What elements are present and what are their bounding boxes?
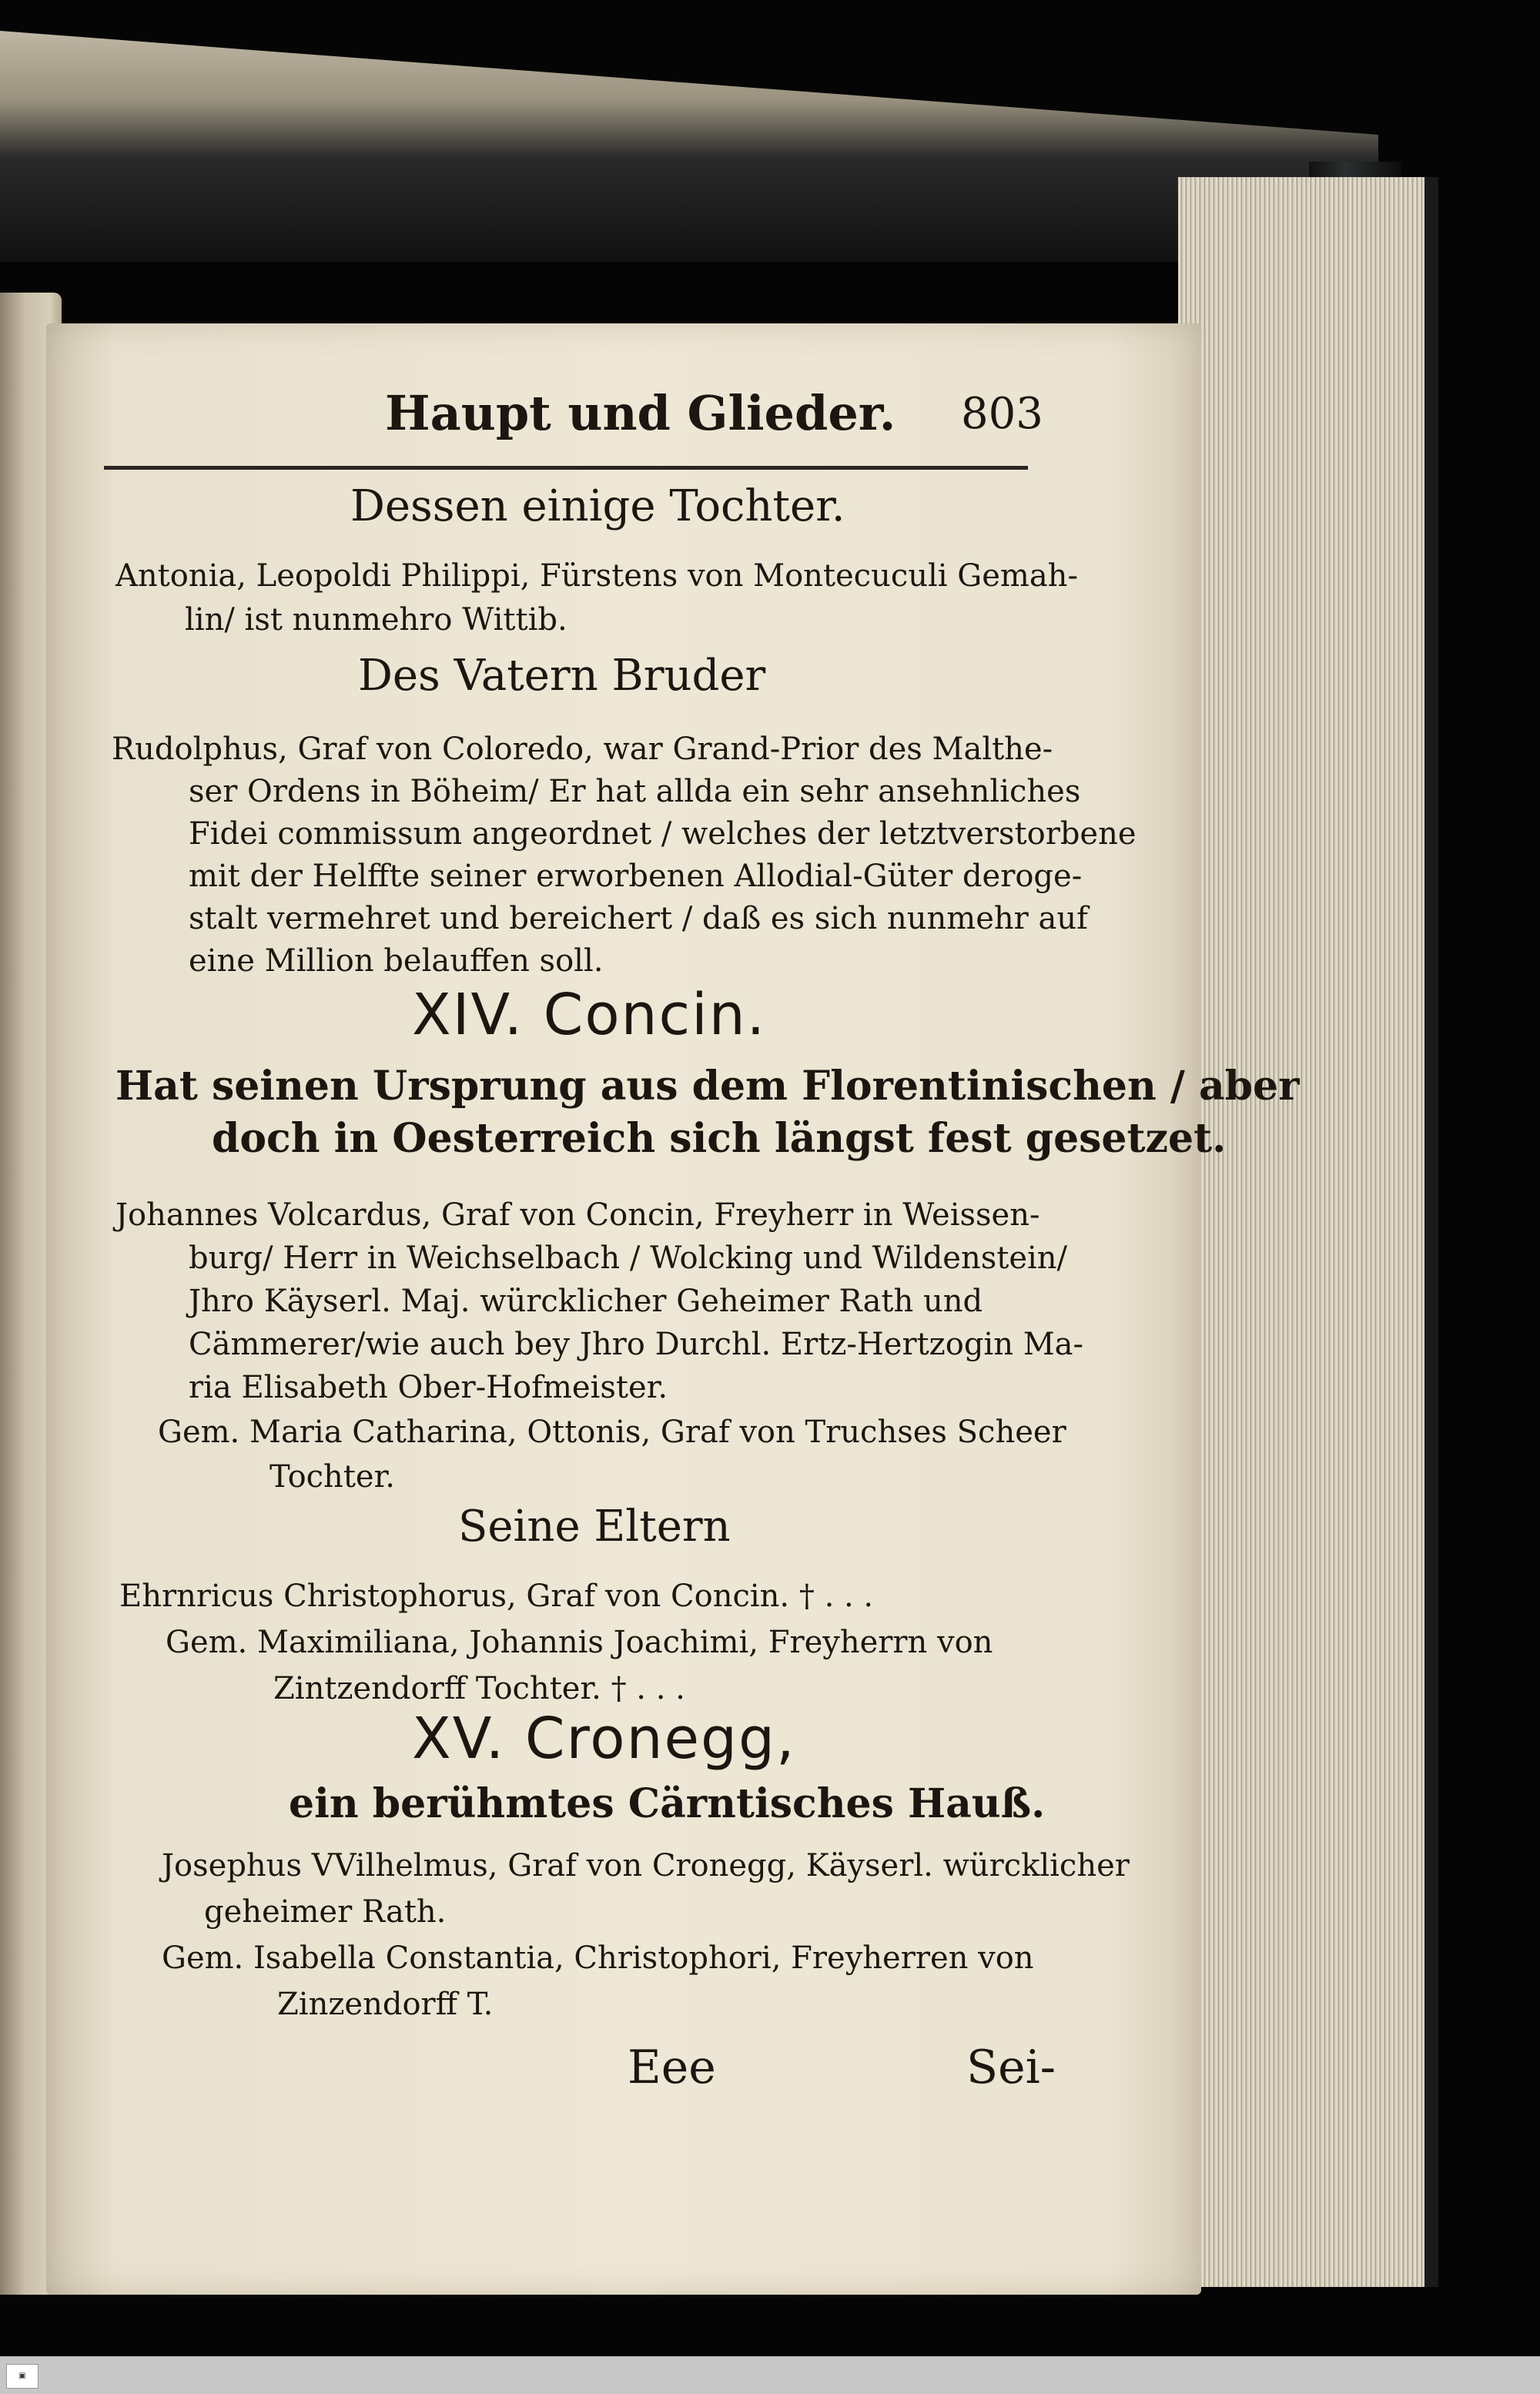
text-line: Zintzendorff Tochter. † . . . bbox=[273, 1671, 685, 1706]
text-line: geheimer Rath. bbox=[204, 1894, 447, 1930]
text-line: Gem. Maximiliana, Johannis Joachimi, Freyherrn von bbox=[166, 1625, 993, 1660]
text-line: eine Million belauffen soll. bbox=[189, 943, 604, 979]
text-line: Gem. Maria Catharina, Ottonis, Graf von Truchses Scheer bbox=[158, 1415, 1066, 1450]
heading-seine-eltern: Seine Eltern bbox=[458, 1502, 731, 1552]
library-logo-icon: ▣ bbox=[6, 2364, 38, 2389]
text-line: Zinzendorff T. bbox=[277, 1987, 494, 2022]
text-line: Tochter. bbox=[270, 1459, 396, 1495]
page-number: 803 bbox=[961, 389, 1043, 439]
text-line: Josephus VVilhelmus, Graf von Cronegg, Käyserl. würcklicher bbox=[162, 1848, 1130, 1883]
text-line: burg/ Herr in Weichselbach / Wolcking und Wildenstein/ bbox=[189, 1241, 1068, 1276]
subheading-line: ein berühmtes Cärntisches Hauß. bbox=[289, 1780, 1046, 1827]
subheading-line: Hat seinen Ursprung aus dem Florentinischen / aber bbox=[116, 1063, 1300, 1110]
text-line: ser Ordens in Böheim/ Er hat allda ein sehr ansehnliches bbox=[189, 774, 1081, 809]
text-line: lin/ ist nunmehro Wittib. bbox=[185, 602, 567, 638]
catchword: Sei- bbox=[966, 2041, 1056, 2094]
text-line: Jhro Käyserl. Maj. würcklicher Geheimer Rath und bbox=[189, 1284, 983, 1319]
text-line: Ehrnricus Christophorus, Graf von Concin. † . . . bbox=[119, 1579, 874, 1614]
text-line: mit der Helffte seiner erworbenen Allodial-Güter deroge- bbox=[189, 859, 1083, 894]
header-rule bbox=[104, 466, 1028, 470]
page-stack bbox=[1178, 177, 1438, 2287]
text-line: Rudolphus, Graf von Coloredo, war Grand-Prior des Malthe- bbox=[112, 732, 1053, 767]
text-line: Johannes Volcardus, Graf von Concin, Freyherr in Weissen- bbox=[116, 1197, 1040, 1233]
text-line: Fidei commissum angeordnet / welches der letztverstorbene bbox=[189, 816, 1137, 852]
heading-vatern-bruder: Des Vatern Bruder bbox=[358, 651, 766, 701]
text-line: stalt vermehret und bereichert / daß es sich nunmehr auf bbox=[189, 901, 1088, 936]
heading-xv-cronegg: XV. Cronegg, bbox=[412, 1706, 796, 1772]
subheading-line: doch in Oesterreich sich längst fest gesetzet. bbox=[212, 1115, 1227, 1162]
text-line: Gem. Isabella Constantia, Christophori, Freyherren von bbox=[162, 1940, 1034, 1976]
running-header: Haupt und Glieder. bbox=[385, 385, 896, 441]
bottom-bar bbox=[0, 2356, 1540, 2394]
heading-dessen-tochter: Dessen einige Tochter. bbox=[350, 481, 845, 531]
text-line: ria Elisabeth Ober-Hofmeister. bbox=[189, 1370, 668, 1405]
text-line: Cämmerer/wie auch bey Jhro Durchl. Ertz-Hertzogin Ma- bbox=[189, 1327, 1084, 1362]
signature-mark: Eee bbox=[628, 2041, 716, 2094]
heading-xiv-concin: XIV. Concin. bbox=[412, 982, 767, 1048]
text-line: Antonia, Leopoldi Philippi, Fürstens von Montecuculi Gemah- bbox=[116, 558, 1078, 594]
